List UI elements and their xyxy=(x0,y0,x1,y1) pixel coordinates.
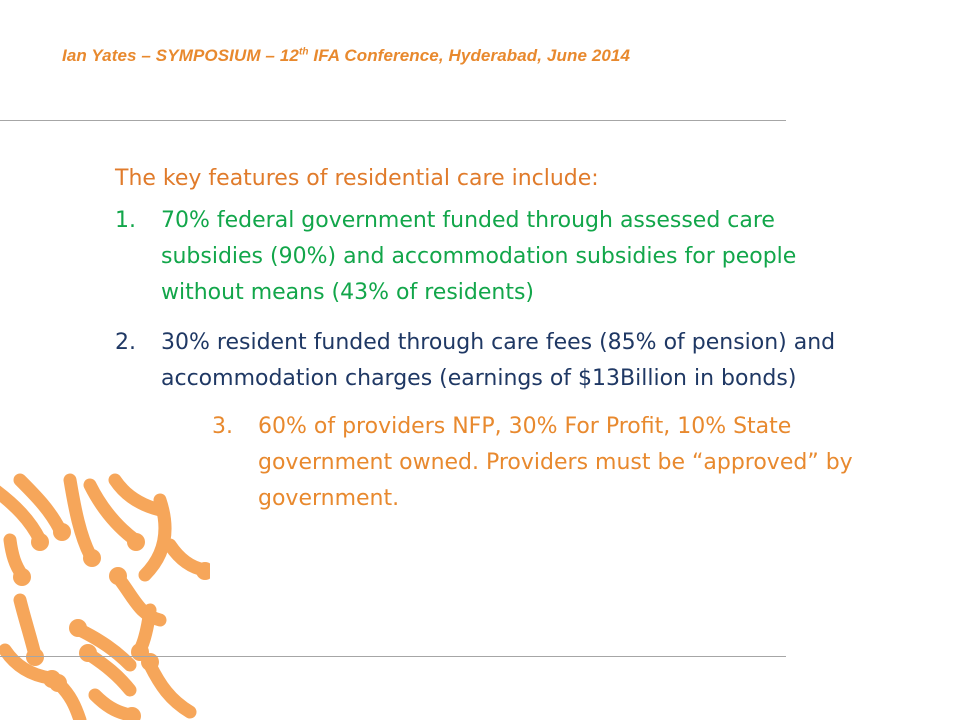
list-item-text: 70% federal government funded through assessed care subsidies (90%) and accommodation subsidies for people without means (43% of residents) xyxy=(161,208,797,305)
top-divider xyxy=(0,120,786,121)
bottom-divider xyxy=(0,656,786,657)
header-suffix: IFA Conference, Hyderabad, June 2014 xyxy=(308,46,631,65)
header-superscript: th xyxy=(298,46,309,58)
list-item-3 xyxy=(212,409,855,517)
decorative-branch-pattern xyxy=(0,450,210,720)
list-item-number: 2. xyxy=(115,330,136,355)
header-prefix: Ian Yates – SYMPOSIUM – 12 xyxy=(62,46,299,65)
intro-text: The key features of residential care include: xyxy=(115,166,599,191)
list-item-2 xyxy=(115,325,855,397)
slide-header xyxy=(62,46,630,66)
slide-body xyxy=(115,166,855,517)
list-item-text: 30% resident funded through care fees (85% of pension) and accommodation charges (earnings of $13Billion in bonds) xyxy=(161,330,836,391)
list-item-1 xyxy=(115,203,855,311)
list-item-number: 1. xyxy=(115,208,136,233)
list-item-number: 3. xyxy=(212,414,233,439)
list-item-text: 60% of providers NFP, 30% For Profit, 10% State government owned. Providers must be “approved” by government. xyxy=(258,414,853,511)
